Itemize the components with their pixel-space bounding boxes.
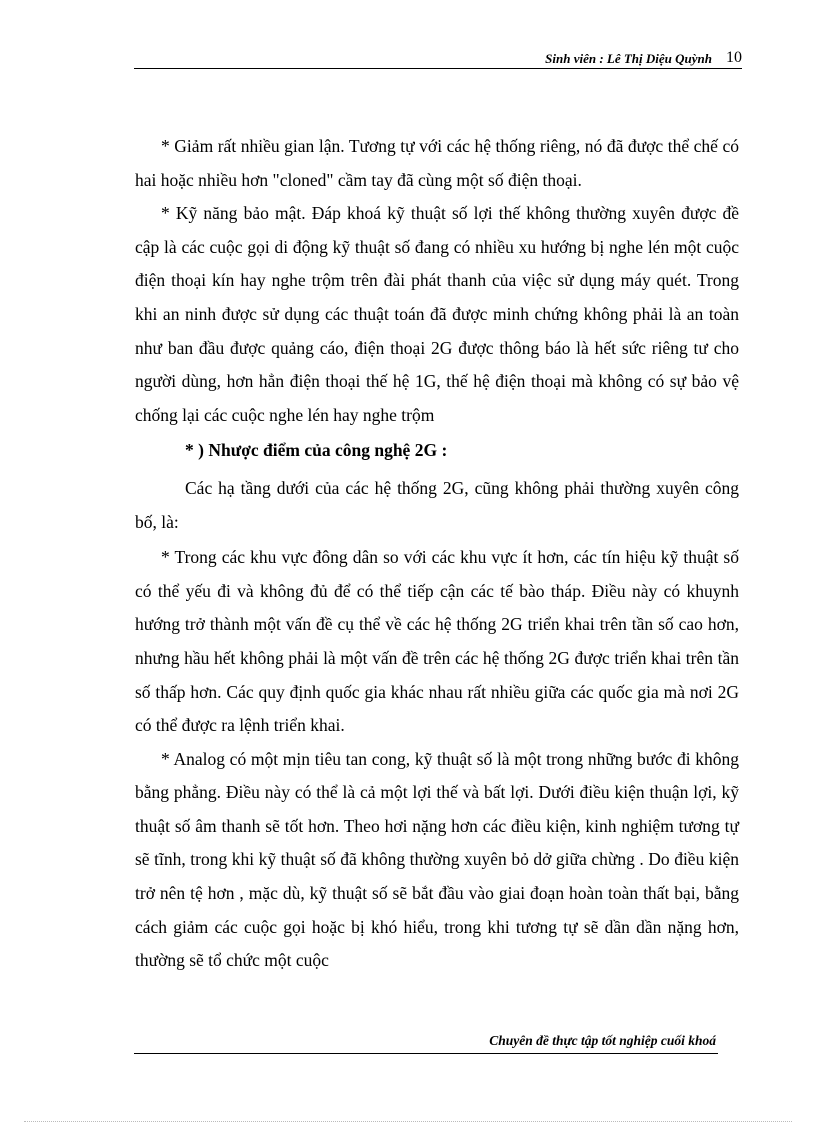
header-author: Sinh viên : Lê Thị Diệu Quỳnh bbox=[545, 51, 712, 66]
page-bottom-rule bbox=[24, 1121, 792, 1122]
paragraph: * Trong các khu vực đông dân so với các khu vực ít hơn, các tín hiệu kỹ thuật số có thể yếu đi và không đủ để có thể tiếp cận các tế bào tháp. Điều này có khuynh hướng trở thành một vấn đề cụ thể về các hệ thống 2G triển khai trên tần số cao hơn, nhưng hầu hết không phải là một vấn đề trên các hệ thống 2G được triển khai trên tần số thấp hơn. Các quy định quốc gia khác nhau rất nhiều giữa các quốc gia mà nơi 2G có thể được ra lệnh triển khai. bbox=[135, 547, 739, 736]
section-heading: * ) Nhược điểm của công nghệ 2G : bbox=[185, 440, 448, 461]
paragraph: * Giảm rất nhiều gian lận. Tương tự với các hệ thống riêng, nó đã được thể chế có hai hoặc nhiều hơn "cloned" cầm tay đã cùng một số điện thoại. bbox=[135, 136, 739, 190]
page-header bbox=[134, 46, 742, 69]
paragraph: * Kỹ năng bảo mật. Đáp khoá kỹ thuật số lợi thế không thường xuyên được đề cập là các cuộc gọi di động kỹ thuật số đang có nhiều xu hướng bị nghe lén một cuộc điện thoại kín hay nghe trộm trên đài phát thanh của việc sử dụng máy quét. Trong khi an ninh được sử dụng các thuật toán đã được minh chứng không phải là an toàn như ban đầu được quảng cáo, điện thoại 2G được thông báo là hết sức riêng tư cho người dùng, hơn hẳn điện thoại thế hệ 1G, thế hệ điện thoại mà không có sự bảo vệ chống lại các cuộc nghe lén hay nghe trộm bbox=[135, 203, 739, 425]
document-body bbox=[135, 130, 739, 978]
page-number: 10 bbox=[726, 49, 742, 66]
section-intro: Các hạ tầng dưới của các hệ thống 2G, cũng không phải thường xuyên công bố, là: bbox=[135, 477, 739, 532]
page-footer bbox=[134, 1033, 718, 1054]
footer-text: Chuyên đề thực tập tốt nghiệp cuối khoá bbox=[489, 1033, 716, 1048]
paragraph: * Analog có một mịn tiêu tan cong, kỹ thuật số là một trong những bước đi không bằng phẳng. Điều này có thể là cả một lợi thế và bất lợi. Dưới điều kiện thuận lợi, kỹ thuật số âm thanh sẽ tốt hơn. Theo hơi nặng hơn các điều kiện, kinh nghiệm tương tự sẽ tĩnh, trong khi kỹ thuật số đã không thường xuyên bỏ dở giữa chừng . Do điều kiện trở nên tệ hơn , mặc dù, kỹ thuật số sẽ bắt đầu vào giai đoạn hoàn toàn thất bại, bằng cách giảm các cuộc gọi hoặc bị khó hiểu, trong khi tương tự sẽ dần dần nặng hơn, thường sẽ tổ chức một cuộc bbox=[135, 748, 739, 971]
